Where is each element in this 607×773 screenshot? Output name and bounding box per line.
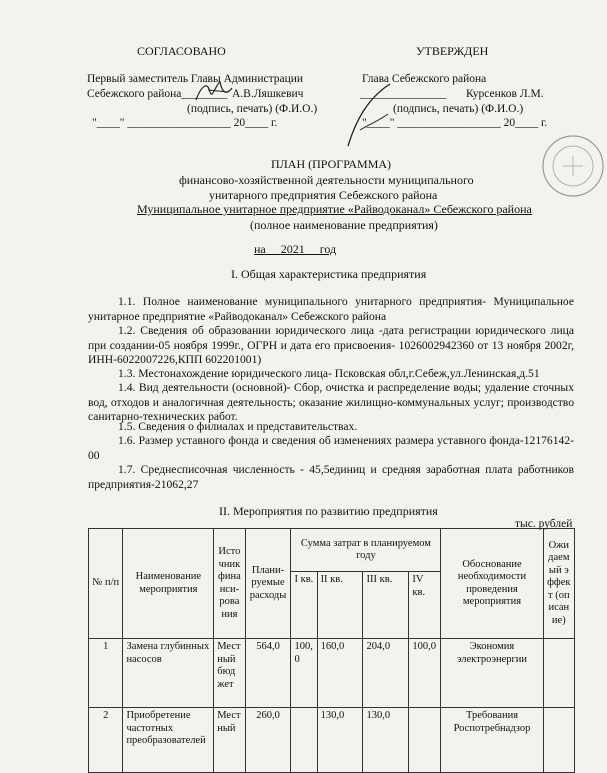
right-position: Глава Себежского района	[362, 73, 487, 85]
approved-heading: УТВЕРЖДЕН	[416, 44, 489, 58]
row-1-q1: 100,0	[291, 639, 317, 708]
row-1-name: Замена глубинных насосов	[123, 639, 214, 708]
right-name: Курсенков Л.М.	[466, 88, 544, 100]
row-1-q2: 160,0	[317, 639, 363, 708]
units-label: тыс. рублей	[515, 518, 573, 530]
agreed-heading: СОГЛАСОВАНО	[137, 44, 226, 58]
plan-title: ПЛАН (ПРОГРАММА)	[271, 157, 392, 171]
left-signature	[192, 78, 242, 106]
left-name: А.В.Ляшкевич	[232, 88, 304, 100]
row-1-q3: 204,0	[363, 639, 409, 708]
row-2-justification: Требования Роспотребнадзор	[441, 708, 543, 773]
row-2-source: Местный	[214, 708, 245, 773]
header-justification: Обоснование необходимости проведения мероприятия	[441, 529, 543, 639]
plan-subtitle-1: финансово-хозяйственной деятельности муниципального	[179, 173, 474, 187]
table-row	[89, 708, 575, 773]
row-1-num: 1	[89, 639, 123, 708]
row-2-num: 2	[89, 708, 123, 773]
right-sign-line: _______________	[360, 88, 447, 100]
section-2-heading: II. Мероприятия по развитию предприятия	[219, 504, 438, 518]
item-1-5: 1.5. Сведения о филиалах и представительствах.	[118, 420, 358, 433]
table-header-row	[89, 529, 575, 572]
section-1-heading: I. Общая характеристика предприятия	[231, 267, 427, 281]
row-1-justification: Экономия электроэнергии	[441, 639, 543, 708]
left-district: Себежского района________	[87, 88, 228, 100]
header-num: № п/п	[89, 529, 123, 639]
row-2-q4	[409, 708, 441, 773]
item-1-7: 1.7. Среднесписочная численность - 45,5единиц и средняя заработная плата работников предприятия-21062,27	[88, 463, 574, 491]
enterprise-name-hint: (полное наименование предприятия)	[250, 218, 438, 232]
plan-year: на 2021 год	[254, 242, 337, 256]
development-plan-table	[88, 528, 575, 773]
row-1-planned: 564,0	[245, 639, 291, 708]
header-q4: IV кв.	[409, 572, 441, 639]
row-1-source: Местный бюджет	[214, 639, 245, 708]
row-2-q2: 130,0	[317, 708, 363, 773]
header-planned: Плани-руемые расходы	[245, 529, 291, 639]
item-1-6: 1.6. Размер уставного фонда и сведения об изменениях размера уставного фонда-12176142-00	[88, 434, 574, 462]
right-date-line: "____" __________________ 20____ г.	[362, 117, 548, 129]
row-2-q3: 130,0	[363, 708, 409, 773]
row-2-effect	[543, 708, 574, 773]
left-hint: (подпись, печать) (Ф.И.О.)	[187, 103, 318, 115]
header-effect: Ожидаемый эффект (описание)	[543, 529, 574, 639]
item-1-4: 1.4. Вид деятельности (основной)- Сбор, очистка и распределение воды; удаление сточных вод, отходов и аналогичная деятельность; оказание жилищно-коммунальных услуг; производство санитарно-технических работ.	[88, 381, 574, 423]
row-2-planned: 260,0	[245, 708, 291, 773]
header-q3: III кв.	[363, 572, 409, 639]
item-1-3: 1.3. Местонахождение юридического лица- Псковская обл,г.Себеж,ул.Ленинская,д.51	[118, 367, 540, 380]
row-2-name: Приобретение частотных преобразователей	[123, 708, 214, 773]
row-1-effect	[543, 639, 574, 708]
plan-subtitle-2: унитарного предприятия Себежского района	[209, 188, 438, 202]
left-date-line: "____" __________________ 20____ г.	[92, 117, 278, 129]
item-1-1: 1.1. Полное наименование муниципального унитарного предприятия- Муниципальное унитарное предприятие «Райводоканал» Себежского района	[88, 295, 574, 323]
row-2-q1	[291, 708, 317, 773]
official-stamp	[535, 130, 607, 202]
row-1-q4: 100,0	[409, 639, 441, 708]
right-signature	[340, 80, 400, 150]
header-q1: I кв.	[291, 572, 317, 639]
left-position: Первый заместитель Главы Администрации	[87, 73, 304, 85]
header-q2: II кв.	[317, 572, 363, 639]
enterprise-full-name: Муниципальное унитарное предприятие «Райводоканал» Себежского района	[137, 202, 532, 216]
item-1-2: 1.2. Сведения об образовании юридического лица -дата регистрации юридического лица при создании-05 ноября 1999г., ОГРН и дата его присвоения- 1026002942360 от 13 ноября 2002г, ИНН-6022007226,КПП 602201001)	[88, 324, 574, 366]
header-sum-group: Сумма затрат в планируемом году	[291, 529, 441, 572]
header-name: Наименование мероприятия	[123, 529, 214, 639]
right-hint: (подпись, печать) (Ф.И.О.)	[393, 103, 524, 115]
header-source: Источник финанси-рования	[214, 529, 245, 639]
table-row	[89, 639, 575, 708]
